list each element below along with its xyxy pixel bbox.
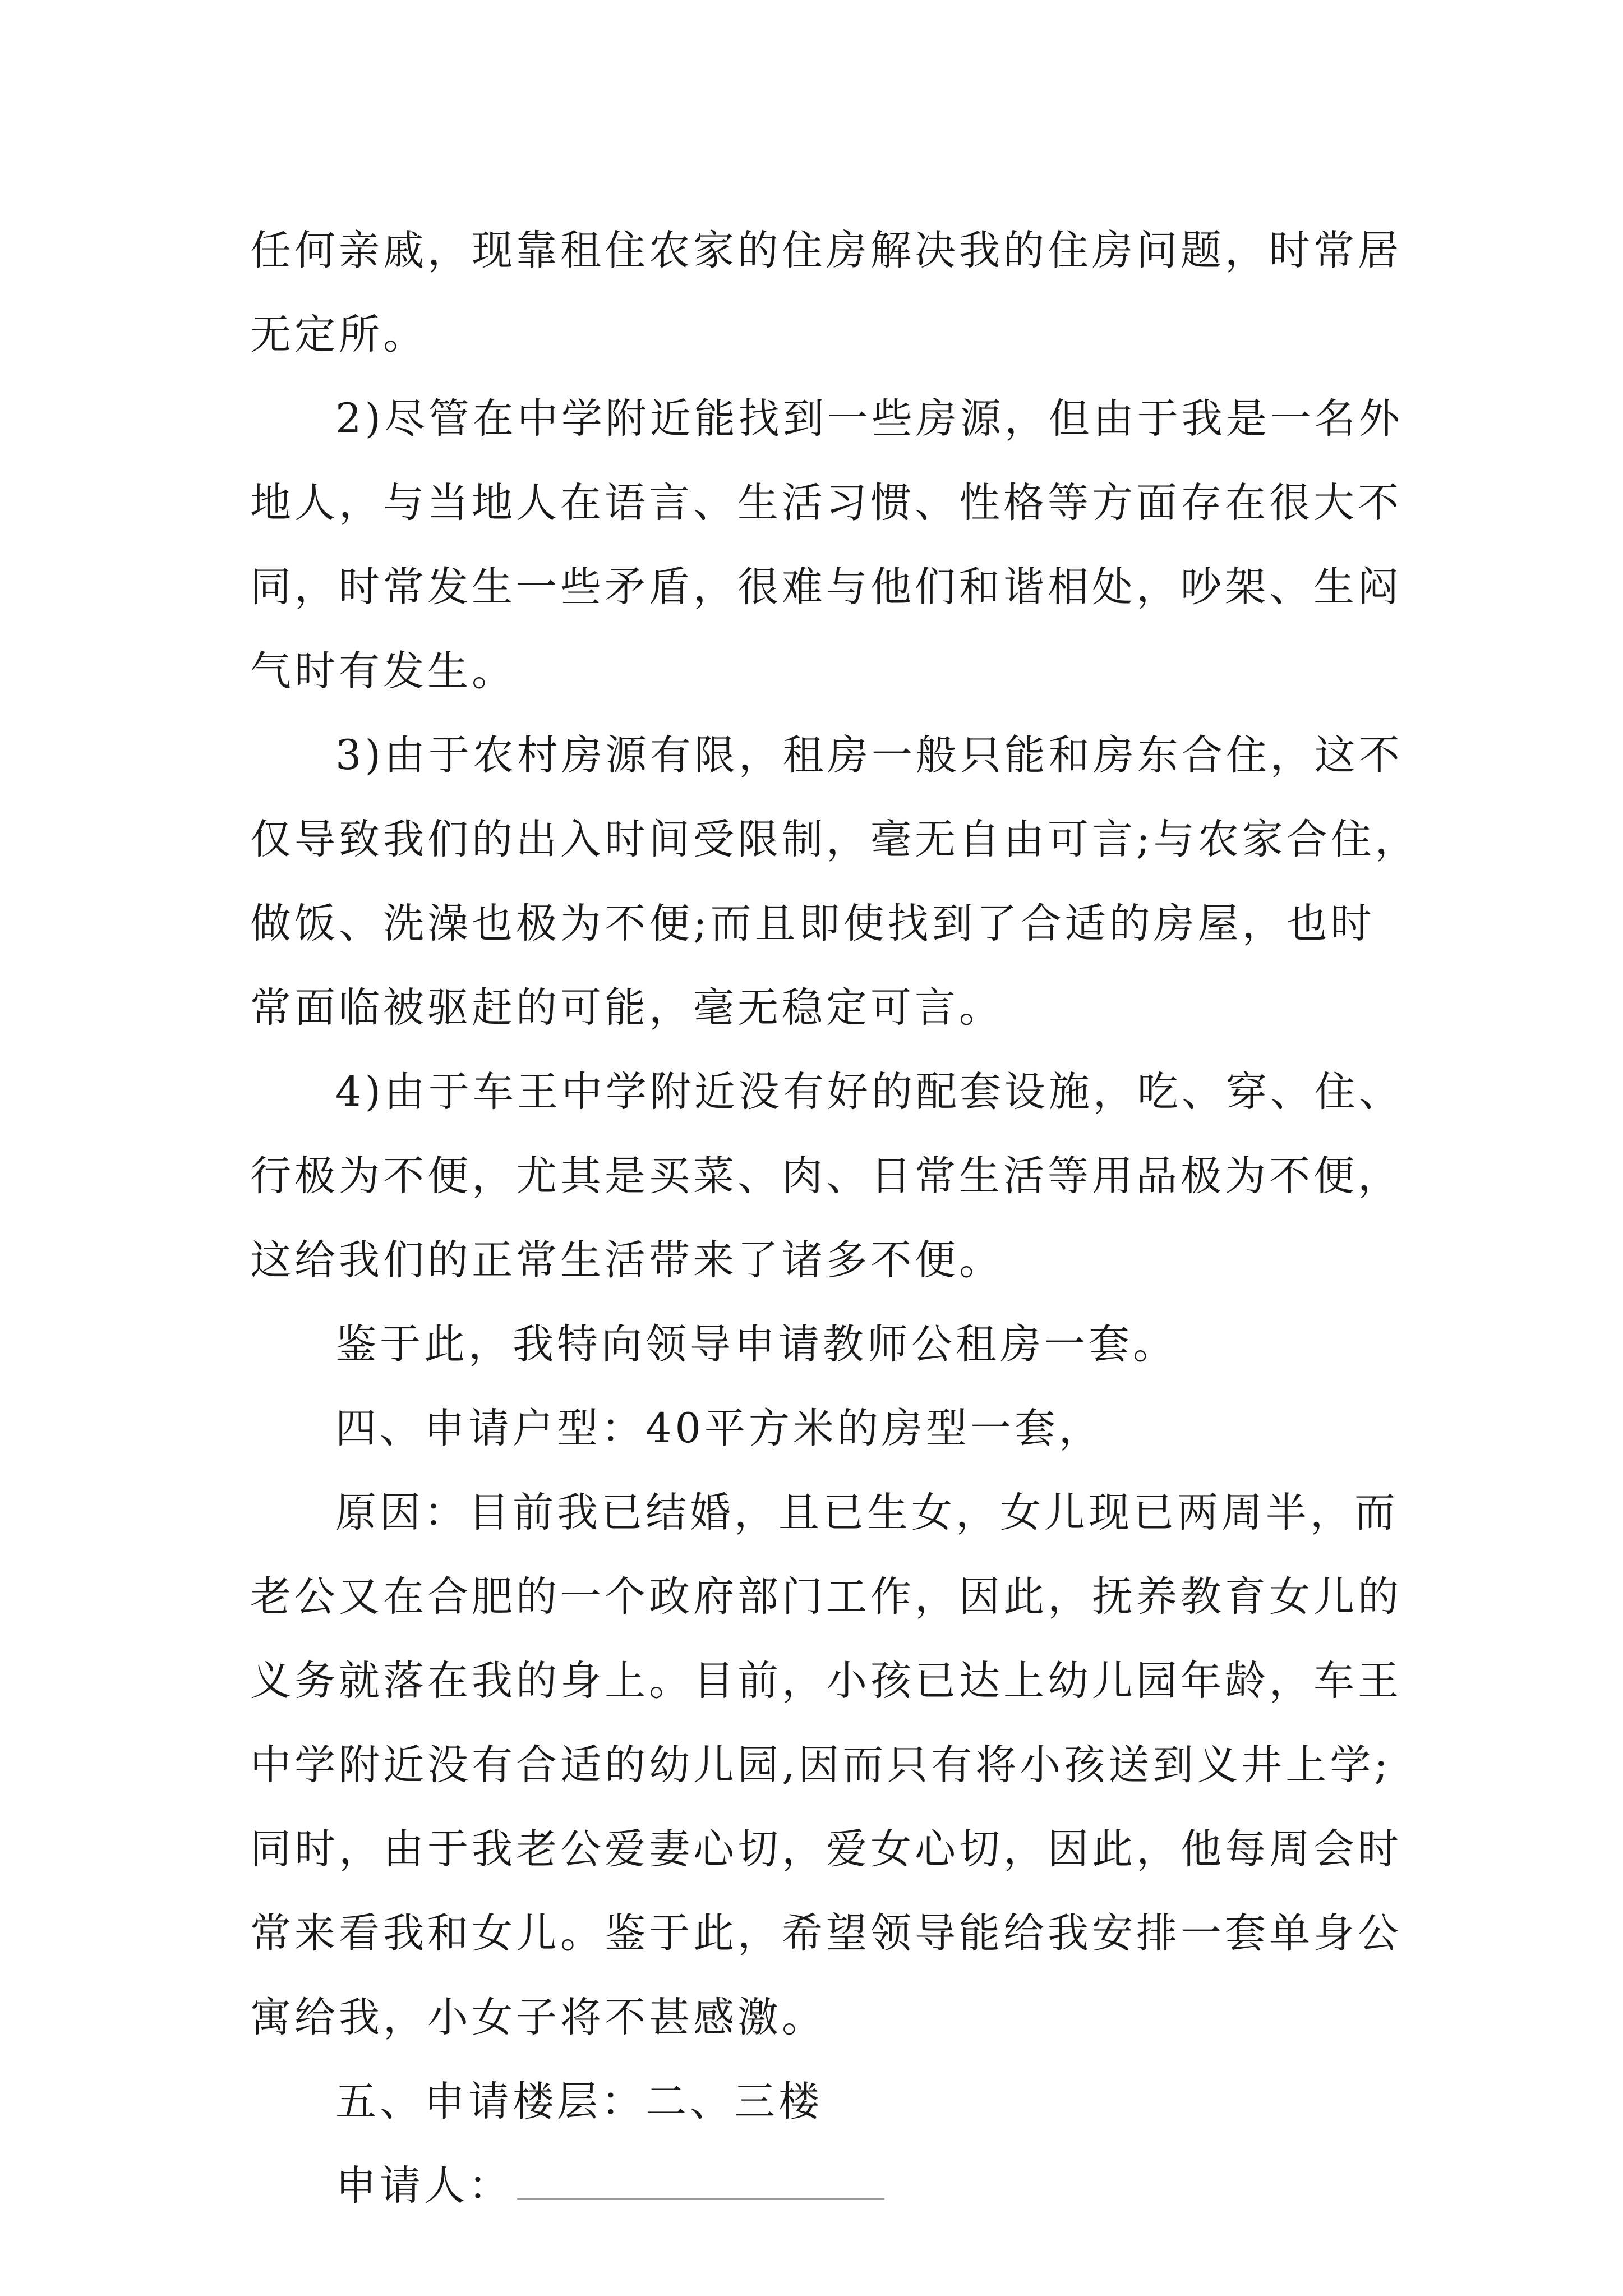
document-body: [250, 209, 1419, 2228]
text-line: 同时，由于我老公爱妻心切，爱女心切，因此，他每周会时: [250, 1825, 1402, 1873]
text-line: 仅导致我们的出入时间受限制，毫无自由可言;与农家合住，: [250, 816, 1419, 863]
text-line: 地人，与当地人在语言、生活习惯、性格等方面存在很大不: [250, 479, 1402, 527]
paragraph-item-4-line: 4)由于车王中学附近没有好的配套设施，吃、穿、住、: [335, 1068, 1403, 1116]
text-line: 气时有发生。: [250, 647, 516, 695]
text-line: 这给我们的正常生活带来了诸多不便。: [250, 1236, 1003, 1284]
text-line: 中学附近没有合适的幼儿园,因而只有将小孩送到义井上学;: [250, 1741, 1391, 1789]
signature-row: [250, 2144, 1391, 2228]
text-line: 寓给我，小女子将不甚感激。: [250, 1994, 826, 2041]
text-line: 义务就落在我的身上。目前，小孩已达上幼儿园年龄，车王: [250, 1657, 1402, 1705]
text-line: 常面临被驱赶的可能，毫无稳定可言。: [250, 984, 1003, 1032]
signature-label: 申请人：: [335, 2162, 513, 2210]
text-line: 常来看我和女儿。鉴于此，希望领导能给我安排一套单身公: [250, 1910, 1402, 1957]
text-line: 同，时常发生一些矛盾，很难与他们和谐相处，吵架、生闷: [250, 563, 1402, 611]
section-apartment-type: 四、申请户型：40平方米的房型一套，: [335, 1405, 1103, 1452]
paragraph-item-3-line: 3)由于农村房源有限，租房一般只能和房东合住，这不: [335, 731, 1403, 779]
text-line: 任何亲戚，现靠租住农家的住房解决我的住房问题，时常居: [250, 227, 1402, 274]
text-line: 做饭、洗澡也极为不便;而且即使找到了合适的房屋，也时: [250, 900, 1375, 947]
section-floor: 五、申请楼层：二、三楼: [335, 2078, 823, 2125]
paragraph-item-2-line: 2)尽管在中学附近能找到一些房源，但由于我是一名外: [335, 395, 1403, 443]
text-line: 无定所。: [250, 311, 427, 358]
text-line: 老公又在合肥的一个政府部门工作，因此，抚养教育女儿的: [250, 1573, 1402, 1621]
text-line: 行极为不便，尤其是买菜、肉、日常生活等用品极为不便，: [250, 1152, 1402, 1200]
reason-line: 原因：目前我已结婚，且已生女，女儿现已两周半，而: [335, 1489, 1399, 1536]
signature-blank-line: [517, 2165, 884, 2200]
conclusion-line: 鉴于此，我特向领导申请教师公租房一套。: [335, 1320, 1177, 1368]
